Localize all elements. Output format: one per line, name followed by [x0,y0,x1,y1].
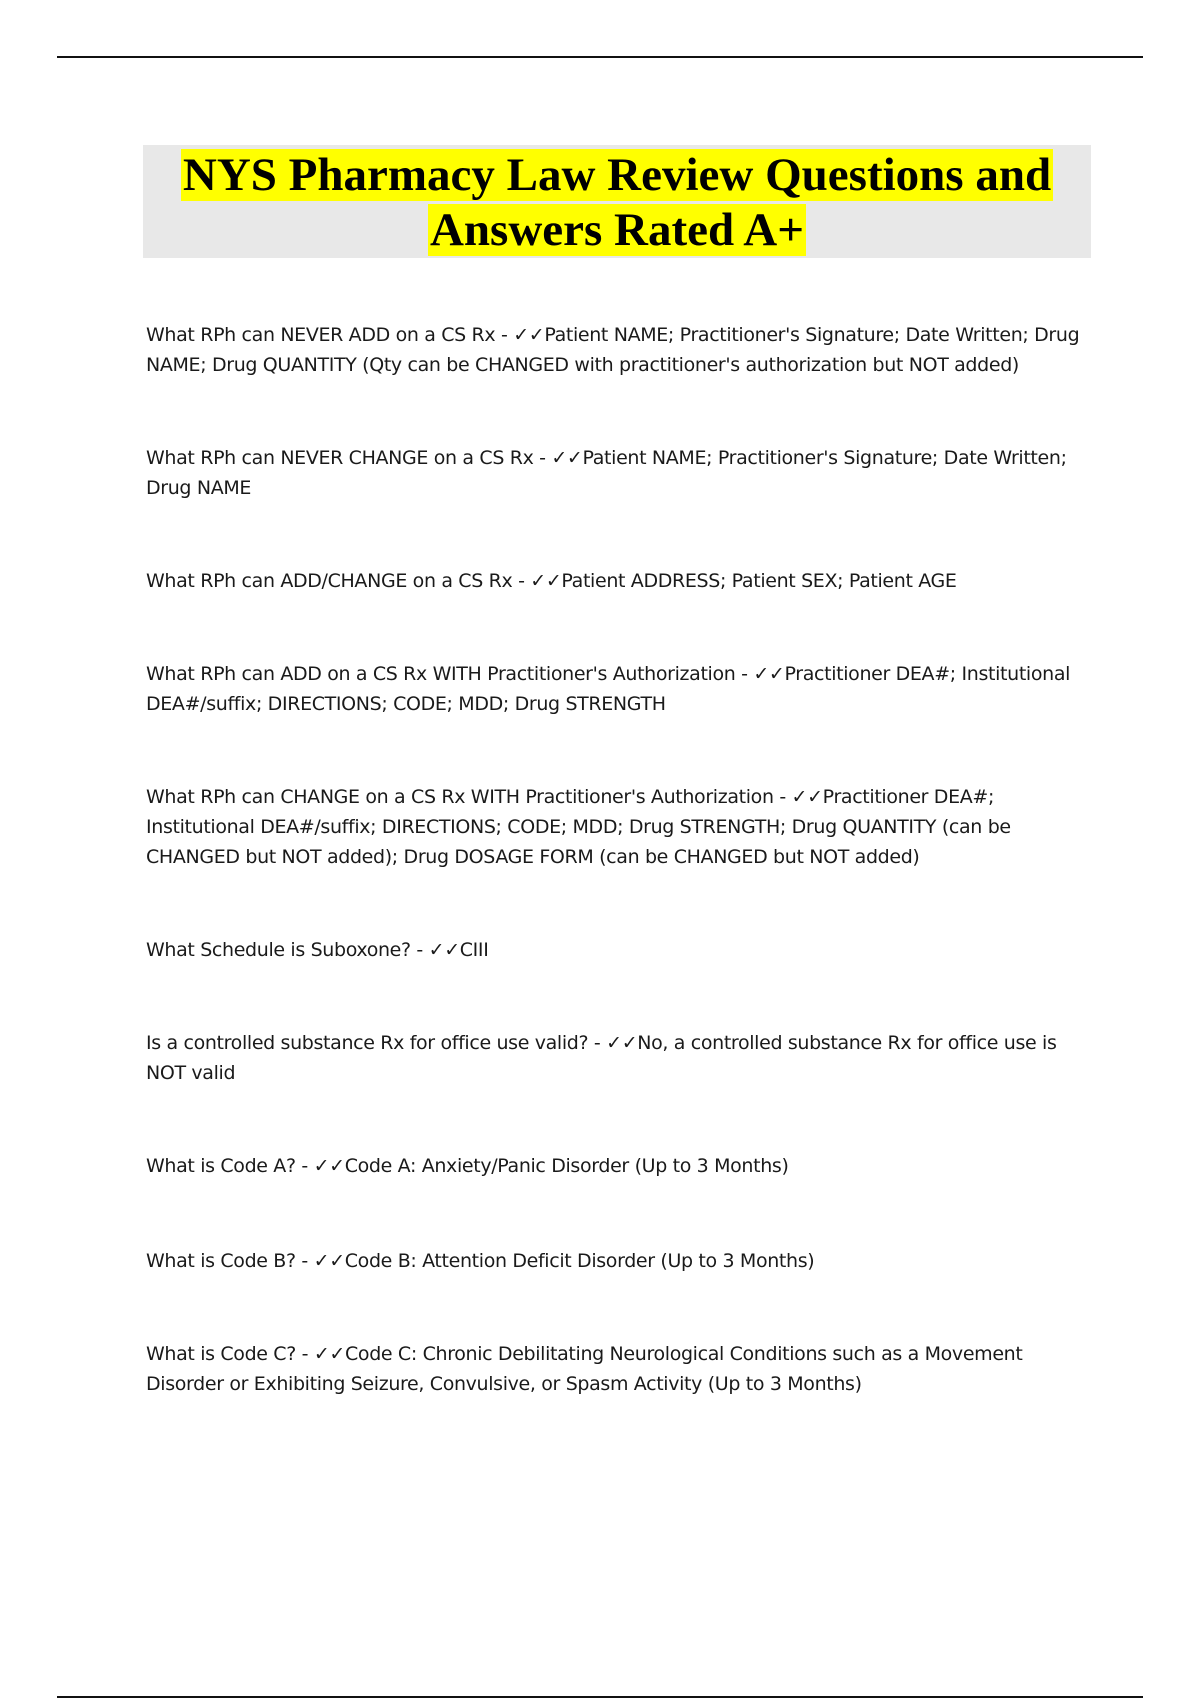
separator: - [295,1250,314,1272]
answer-text: Practitioner DEA#; Institutional DEA#/suffix; DIRECTIONS; CODE; MDD; Drug STRENGTH [146,663,1071,715]
answer-text: CIII [459,939,489,961]
qa-item [146,320,1091,380]
title-line-2: Answers Rated A+ [429,204,805,256]
question-text: What RPh can NEVER CHANGE on a CS Rx [146,447,534,469]
question-text: What RPh can CHANGE on a CS Rx WITH Practitioner's Authorization [146,786,774,808]
qa-item [146,935,1091,965]
answer-text: Code A: Anxiety/Panic Disorder (Up to 3 Months) [344,1155,789,1177]
separator: - [735,663,754,685]
check-mark-icon: ✓✓ [428,939,460,961]
answer-text: Patient NAME; Practitioner's Signature; Date Written; Drug NAME; Drug QUANTITY (Qty can be CHANGED with practitioner's authorization but NOT added) [146,324,1080,376]
separator: - [295,1155,314,1177]
document-title [143,145,1091,258]
qa-item [146,1339,1091,1399]
check-mark-icon: ✓✓ [606,1032,638,1054]
question-text: What Schedule is Suboxone? [146,939,411,961]
separator: - [773,786,792,808]
check-mark-icon: ✓✓ [530,570,562,592]
check-mark-icon: ✓✓ [753,663,785,685]
question-text: What is Code B? [146,1250,296,1272]
qa-item [146,782,1091,872]
answer-text: No, a controlled substance Rx for office use is NOT valid [146,1032,1057,1084]
title-line-1: NYS Pharmacy Law Review Questions and [182,149,1052,201]
footer-rule [57,1696,1143,1698]
answer-text: Patient ADDRESS; Patient SEX; Patient AGE [561,570,957,592]
separator: - [533,447,552,469]
check-mark-icon: ✓✓ [551,447,583,469]
separator: - [495,324,514,346]
separator: - [512,570,531,592]
answer-text: Code C: Chronic Debilitating Neurological Conditions such as a Movement Disorder or Exhibiting Seizure, Convulsive, or Spasm Activity (Up to 3 Months) [146,1343,1023,1395]
qa-item [146,1246,1091,1276]
separator: - [295,1343,314,1365]
header-rule [57,56,1143,58]
qa-item [146,1028,1091,1088]
question-text: What is Code A? [146,1155,296,1177]
answer-text: Code B: Attention Deficit Disorder (Up to 3 Months) [344,1250,815,1272]
qa-item [146,443,1091,503]
check-mark-icon: ✓✓ [513,324,545,346]
answer-text: Patient NAME; Practitioner's Signature; Date Written; Drug NAME [146,447,1067,499]
qa-item [146,1151,1091,1181]
answer-text: Practitioner DEA#; Institutional DEA#/suffix; DIRECTIONS; CODE; MDD; Drug STRENGTH; Drug QUANTITY (can be CHANGED but NOT added); Drug DOSAGE FORM (can be CHANGED but NOT added) [146,786,1011,868]
question-text: What is Code C? [146,1343,296,1365]
question-text: What RPh can ADD on a CS Rx WITH Practitioner's Authorization [146,663,736,685]
question-text: Is a controlled substance Rx for office use valid? [146,1032,589,1054]
question-text: What RPh can ADD/CHANGE on a CS Rx [146,570,513,592]
title-box [143,145,1091,258]
check-mark-icon: ✓✓ [791,786,823,808]
qa-item [146,566,1091,596]
separator: - [588,1032,607,1054]
check-mark-icon: ✓✓ [313,1343,345,1365]
check-mark-icon: ✓✓ [313,1155,345,1177]
qa-item [146,659,1091,719]
check-mark-icon: ✓✓ [313,1250,345,1272]
question-text: What RPh can NEVER ADD on a CS Rx [146,324,496,346]
separator: - [410,939,429,961]
